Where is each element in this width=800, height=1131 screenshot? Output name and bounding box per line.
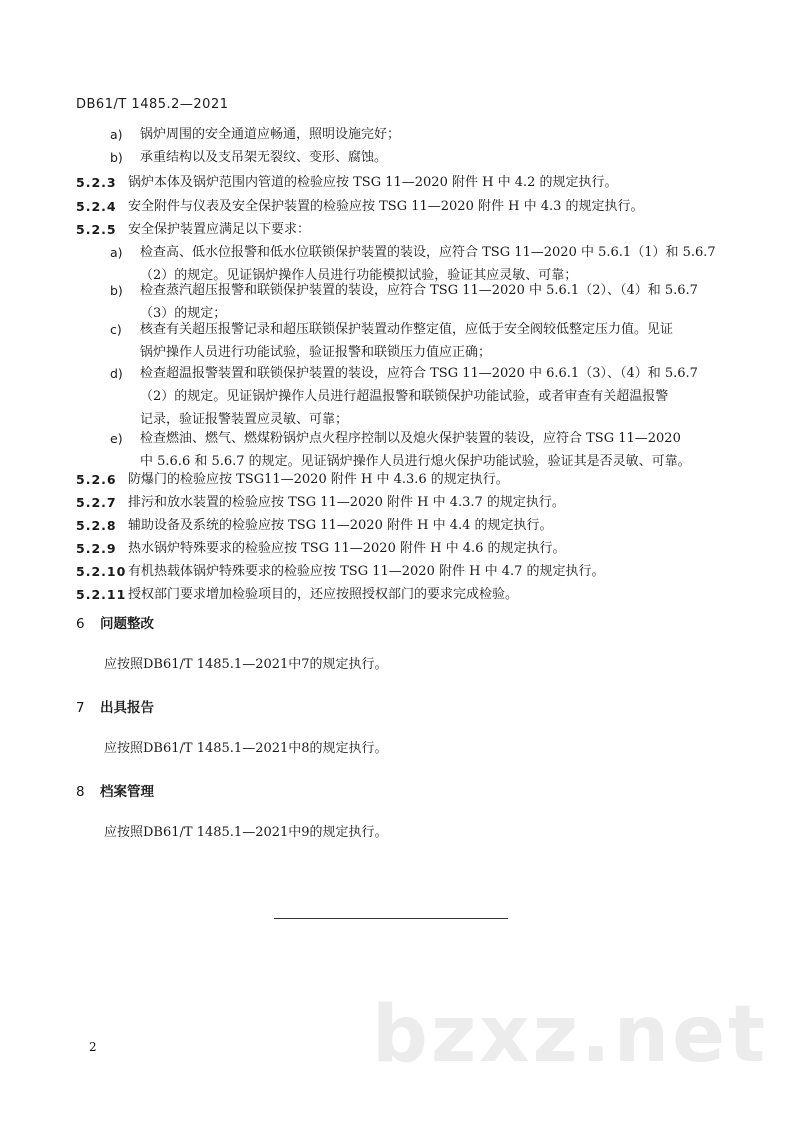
clause-text-line: 锅炉本体及锅炉范围内管道的检验应按 TSG 11—2020 附件 H 中 4.2 的规定执行。 xyxy=(128,175,618,190)
section-heading xyxy=(76,696,154,716)
clause-text-line: 授权部门要求增加检验项目的，还应按照授权部门的要求完成检验。 xyxy=(128,587,519,602)
document-code-header: DB61/T 1485.2—2021 xyxy=(76,97,229,112)
clause-text-line: 排污和放水装置的检验应按 TSG 11—2020 附件 H 中 4.3.7 的规定执行。 xyxy=(128,495,565,510)
clause-text-line: 有机热载体锅炉特殊要求的检验应按 TSG 11—2020 附件 H 中 4.7 的规定执行。 xyxy=(128,564,605,579)
clause-number: 5.2.6 xyxy=(76,472,117,487)
sub-clause-marker: a) xyxy=(110,245,123,260)
section-heading xyxy=(76,780,154,800)
section-number: 6 xyxy=(76,616,85,632)
clause-text-line: 中 5.6.6 和 5.6.7 的规定。见证锅炉操作人员进行熄火保护功能试验，验证其是否灵敏、可靠。 xyxy=(140,454,691,469)
sub-clause-marker: c) xyxy=(110,322,122,337)
sub-clause-marker: a) xyxy=(110,127,123,142)
section-number: 8 xyxy=(76,784,85,800)
clause-number: 5.2.5 xyxy=(76,222,117,237)
clause-text-line: 锅炉周围的安全通道应畅通，照明设施完好； xyxy=(140,127,401,142)
section-body: 应按照DB61/T 1485.1—2021中8的规定执行。 xyxy=(104,741,388,756)
clause-text-line: 安全附件与仪表及安全保护装置的检验应按 TSG 11—2020 附件 H 中 4.3 的规定执行。 xyxy=(128,199,644,214)
end-of-document-rule xyxy=(274,918,508,919)
page-number: 2 xyxy=(89,1040,97,1054)
clause-text-line: 检查蒸汽超压报警和联锁保护装置的装设，应符合 TSG 11—2020 中 5.6.1（2）、（4）和 5.6.7 xyxy=(140,283,698,298)
clause-text-line: 辅助设备及系统的检验应按 TSG 11—2020 附件 H 中 4.4 的规定执行。 xyxy=(128,518,553,533)
clause-text-line: 热水锅炉特殊要求的检验应按 TSG 11—2020 附件 H 中 4.6 的规定执行。 xyxy=(128,541,566,556)
clause-text-line: 承重结构以及支吊架无裂纹、变形、腐蚀。 xyxy=(140,150,388,165)
section-title: 档案管理 xyxy=(100,784,154,800)
clause-number: 5.2.7 xyxy=(76,495,117,510)
section-number: 7 xyxy=(76,700,85,716)
clause-number: 5.2.9 xyxy=(76,541,117,556)
clause-number: 5.2.4 xyxy=(76,199,117,214)
clause-text-line: 安全保护装置应满足以下要求： xyxy=(128,222,311,237)
section-body: 应按照DB61/T 1485.1—2021中7的规定执行。 xyxy=(104,657,388,672)
clause-text-line: 锅炉操作人员进行功能试验，验证报警和联锁压力值应正确； xyxy=(140,345,492,360)
clause-text-line: （3）的规定； xyxy=(140,306,227,321)
clause-text-line: 检查燃油、燃气、燃煤粉锅炉点火程序控制以及熄火保护装置的装设，应符合 TSG 11—2020 xyxy=(140,431,681,446)
sub-clause-marker: b) xyxy=(110,150,123,165)
clause-text-line: （2）的规定。见证锅炉操作人员进行超温报警和联锁保护功能试验，或者审查有关超温报警 xyxy=(140,389,669,404)
clause-text-line: （2）的规定。见证锅炉操作人员进行功能模拟试验，验证其应灵敏、可靠； xyxy=(140,268,578,283)
sub-clause-marker: d) xyxy=(110,366,123,381)
section-title: 出具报告 xyxy=(100,700,154,716)
clause-text-line: 记录，验证报警装置应灵敏、可靠； xyxy=(140,412,349,427)
clause-number: 5.2.8 xyxy=(76,518,117,533)
clause-text-line: 检查高、低水位报警和低水位联锁保护装置的装设，应符合 TSG 11—2020 中 5.6.1（1）和 5.6.7 xyxy=(140,245,716,260)
sub-clause-marker: b) xyxy=(110,283,123,298)
section-body: 应按照DB61/T 1485.1—2021中9的规定执行。 xyxy=(104,825,388,840)
sub-clause-marker: e) xyxy=(110,431,123,446)
clause-text-line: 核查有关超压报警记录和超压联锁保护装置动作整定值，应低于安全阀较低整定压力值。见证 xyxy=(140,322,674,337)
clause-number: 5.2.3 xyxy=(76,175,117,190)
site-watermark: bzxz.net xyxy=(372,990,769,1080)
section-heading xyxy=(76,612,154,632)
section-title: 问题整改 xyxy=(100,616,154,632)
clause-number: 5.2.10 xyxy=(76,564,127,579)
clause-number: 5.2.11 xyxy=(76,587,127,602)
clause-text-line: 防爆门的检验应按 TSG11—2020 附件 H 中 4.3.6 的规定执行。 xyxy=(128,472,509,487)
clause-text-line: 检查超温报警装置和联锁保护装置的装设，应符合 TSG 11—2020 中 6.6.1（3）、（4）和 5.6.7 xyxy=(140,366,698,381)
